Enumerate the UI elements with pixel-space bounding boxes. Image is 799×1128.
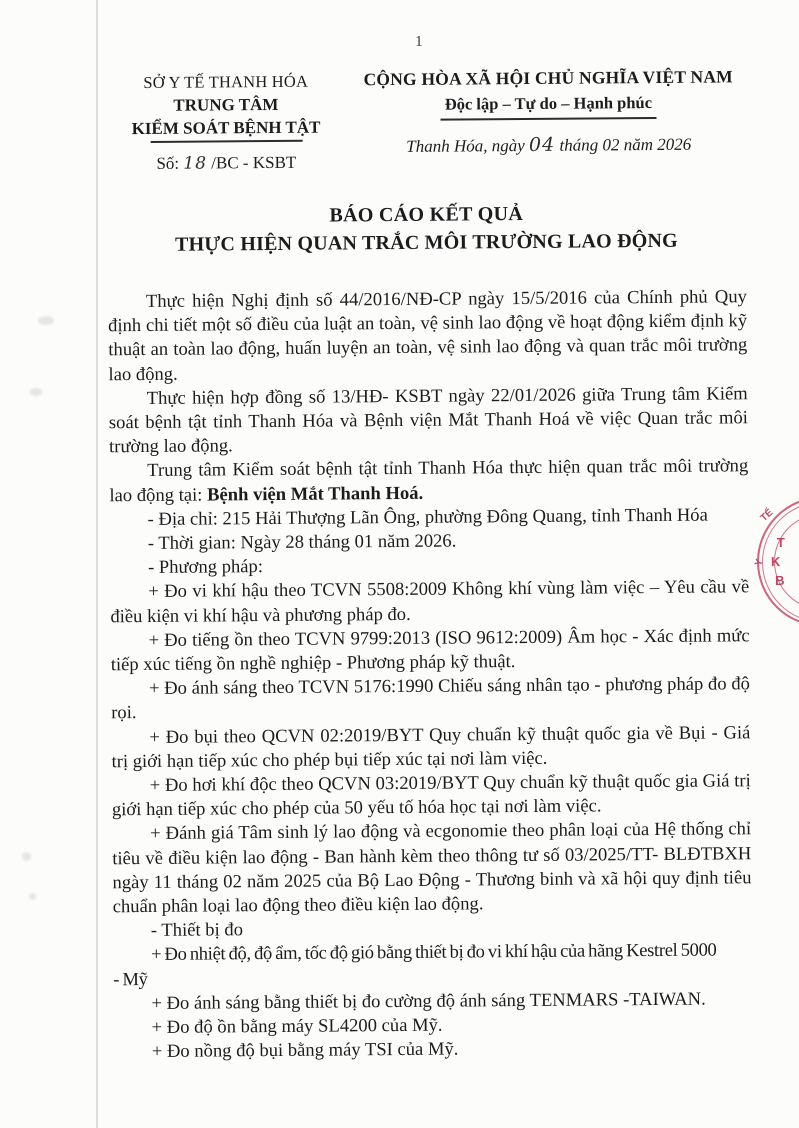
paragraph-location <box>109 455 748 508</box>
date-day-handwritten: 04 <box>528 133 556 157</box>
paragraph-decree: Thực hiện Nghị định số 44/2016/NĐ-CP ngày 15/5/2016 của Chính phủ Quy định chi tiết một số điều của luật an toàn, vệ sinh lao động về hoạt động kiểm định kỹ thuật an toàn lao động, huấn luyện an toàn, vệ sinh lao động và quan trắc môi trường lao động. <box>108 286 748 385</box>
official-stamp <box>753 496 799 627</box>
stamp-center-letter-1: T <box>776 534 785 551</box>
paragraph-location-hospital: Bệnh viện Mắt Thanh Hoá. <box>206 482 424 506</box>
item-time: - Thời gian: Ngày 28 tháng 01 năm 2026. <box>147 530 457 555</box>
stamp-rim-text-left: Y <box>753 557 766 568</box>
item-equipment-tenmars: + Đo ánh sáng bằng thiết bị đo cường độ ánh sáng TENMARS -TAIWAN. <box>151 988 706 1014</box>
document-body <box>108 285 753 1064</box>
item-equipment-kestrel-origin: - Mỹ <box>113 968 148 990</box>
paragraph-location-text: Trung tâm Kiểm soát bệnh tật tỉnh Thanh Hóa thực hiện quan trắc môi trường lao động tại: <box>109 455 749 506</box>
item-equipment-kestrel-text: + Đo nhiệt độ, độ ẩm, tốc độ gió bằng thiết bị đo vi khí hậu của hãng Kestrel 5000 <box>150 940 717 966</box>
document-number-suffix: /BC - KSBT <box>211 152 297 173</box>
date-suffix: tháng 02 năm 2026 <box>559 134 692 155</box>
document-number-line <box>109 152 344 176</box>
national-motto: Độc lập – Tự do – Hạnh phúc <box>441 92 656 121</box>
item-address: - Địa chỉ: 215 Hải Thượng Lãn Ông, phường Đông Quang, tỉnh Thanh Hóa <box>147 504 708 530</box>
issuing-agency-block <box>108 70 344 176</box>
document-title-line2: THỰC HIỆN QUAN TRẮC MÔI TRƯỜNG LAO ĐỘNG <box>174 229 678 256</box>
document-title-line1: BÁO CÁO KẾT QUẢ <box>329 203 524 227</box>
country-title: CỘNG HÒA XÃ HỘI CHỦ NGHĨA VIỆT NAM <box>363 66 733 90</box>
document-title <box>102 198 750 259</box>
agency-parent-name: SỞ Y TẾ THANH HÓA <box>143 71 309 92</box>
agency-name-line2: KIỂM SOÁT BỆNH TẬT <box>131 117 321 138</box>
item-method-toxic-gas: + Đo hơi khí độc theo QCVN 03:2019/BYT Quy chuẩn kỹ thuật quốc gia Giá trị giới hạn tiếp xúc cho phép của 50 yếu tố hóa học tại nơi làm việc. <box>111 770 751 821</box>
national-motto-block <box>348 65 749 159</box>
item-method-light: + Đo ánh sáng theo TCVN 5176:1990 Chiếu sáng nhân tạo - phương pháp đo độ rọi. <box>111 673 751 724</box>
item-equipment-sl4200: + Đo độ ồn bằng máy SL4200 của Mỹ. <box>151 1014 443 1039</box>
date-prefix: Thanh Hóa, ngày <box>406 136 525 157</box>
agency-name-line1: TRUNG TÂM <box>173 94 279 115</box>
item-method-ergonomics: + Đánh giá Tâm sinh lý lao động và ecgonomie theo phân loại của Hệ thống chỉ tiêu về điều kiện lao động - Ban hành kèm theo thông tư số 03/2025/TT- BLĐTBXH ngày 11 tháng 02 năm 2025 của Bộ Lao Động - Thương binh và xã hội quy định tiêu chuẩn phân loại lao động theo điều kiện lao động. <box>112 818 752 918</box>
item-method-microclimate: + Đo vi khí hậu theo TCVN 5508:2009 Không khí vùng làm việc – Yêu cầu về điều kiện vi khí hậu và phương pháp đo. <box>110 576 750 627</box>
item-equipment-kestrel <box>113 939 752 992</box>
item-equipment-tsi: + Đo nồng độ bụi bằng máy TSI của Mỹ. <box>151 1038 459 1063</box>
stamp-rim-text-top: TẾ <box>758 507 776 524</box>
paragraph-contract: Thực hiện hợp đồng số 13/HĐ- KSBT ngày 22/01/2026 giữa Trung tâm Kiểm soát bệnh tật tỉnh Thanh Hóa và Bệnh viện Mắt Thanh Hoá về việc Quan trắc môi trường lao động. <box>108 383 748 458</box>
item-equipment-heading: - Thiết bị đo <box>150 919 244 942</box>
item-method-noise: + Đo tiếng ồn theo TCVN 9799:2013 (ISO 9612:2009) Âm học - Xác định mức tiếp xúc tiếng ồn nghề nghiệp - Phương pháp kỹ thuật. <box>110 625 750 676</box>
item-method-dust: + Đo bụi theo QCVN 02:2019/BYT Quy chuẩn kỹ thuật quốc gia về Bụi - Giá trị giới hạn tiếp xúc cho phép bụi tiếp xúc tại nơi làm việc. <box>111 721 751 773</box>
stamp-center-letter-3: B <box>775 572 785 589</box>
agency-underline <box>150 140 302 143</box>
item-method-heading: - Phương pháp: <box>147 556 264 579</box>
stamp-center-letter-2: K <box>770 554 781 570</box>
document-number-handwritten: 18 <box>183 153 208 174</box>
document-number-prefix: Số: <box>156 153 180 174</box>
place-date-line <box>349 131 749 159</box>
page-number: 1 <box>415 33 423 50</box>
